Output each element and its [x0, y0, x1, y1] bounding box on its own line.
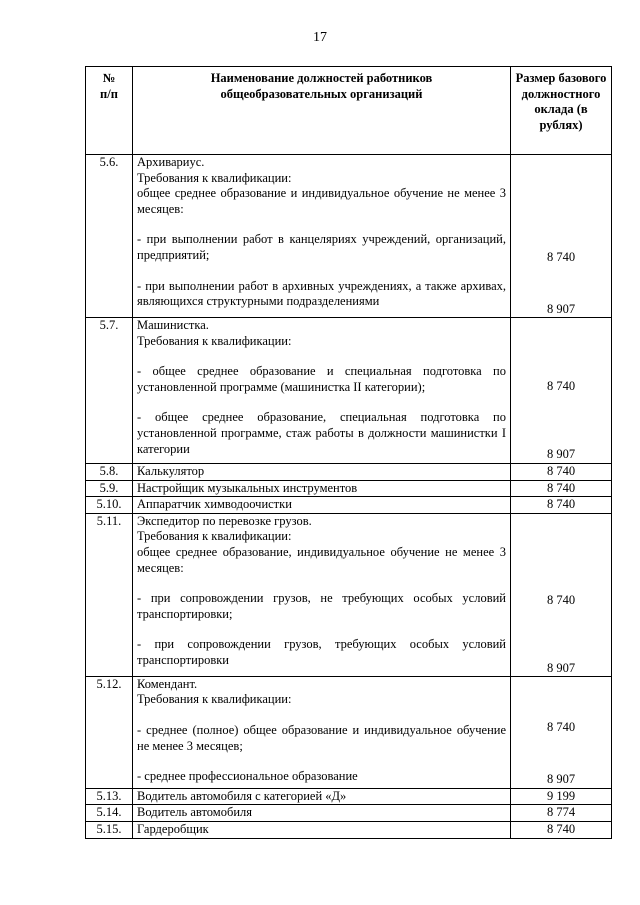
row-description	[133, 318, 511, 464]
row-title: Комендант.	[137, 676, 198, 691]
salary-value-1: 8 740	[546, 592, 576, 607]
row-option-2: - среднее профессиональное образование	[137, 769, 358, 784]
table-row	[86, 513, 612, 676]
row-salary	[511, 676, 612, 788]
row-title: Машинистка.	[137, 318, 209, 332]
positions-table	[85, 66, 612, 839]
row-description	[133, 513, 511, 676]
row-education: общее среднее образование, индивидуальное обучение не менее 3 месяцев:	[137, 544, 506, 575]
row-education: общее среднее образование и индивидуальное обучение не менее 3 месяцев:	[137, 186, 506, 216]
row-title: Аппаратчик химводоочистки	[133, 497, 511, 514]
table-row	[86, 318, 612, 464]
table-header-row	[86, 67, 612, 155]
salary-value-1: 8 740	[546, 719, 576, 734]
salary-value-2: 8 907	[546, 771, 576, 786]
row-salary: 8 740	[511, 464, 612, 481]
row-salary	[511, 513, 612, 676]
table-row	[86, 155, 612, 318]
row-salary: 8 740	[511, 497, 612, 514]
row-salary: 8 740	[511, 480, 612, 497]
row-option-1: - при сопровождении грузов, не требующих особых условий транспортировки;	[137, 591, 506, 621]
row-salary	[511, 318, 612, 464]
salary-value-2: 8 907	[546, 660, 576, 675]
row-requirements: Требования к квалификации:	[137, 692, 292, 707]
row-salary	[511, 155, 612, 318]
row-title: Водитель автомобиля	[133, 805, 511, 822]
row-title: Архивариус.	[137, 155, 205, 169]
row-number: 5.7.	[86, 318, 133, 464]
row-option-1: - среднее (полное) общее образование и индивидуальное обучение не менее 3 месяцев;	[137, 722, 506, 753]
row-title: Гардеробщик	[133, 821, 511, 838]
row-number: 5.6.	[86, 155, 133, 318]
row-number: 5.13.	[86, 788, 133, 805]
row-option-1: - общее среднее образование и специальная подготовка по установленной программе (машинистка II категории);	[137, 364, 506, 394]
row-description	[133, 676, 511, 788]
row-requirements: Требования к квалификации:	[137, 170, 292, 185]
row-number: 5.9.	[86, 480, 133, 497]
table-row	[86, 676, 612, 788]
table-row	[86, 805, 612, 822]
table-row	[86, 497, 612, 514]
header-num: № п/п	[86, 67, 133, 155]
page-number: 17	[313, 30, 327, 45]
table-row	[86, 480, 612, 497]
salary-value-2: 8 907	[546, 447, 576, 461]
row-requirements: Требования к квалификации:	[137, 333, 292, 348]
row-number: 5.15.	[86, 821, 133, 838]
row-option-1: - при выполнении работ в канцеляриях учреждений, организаций, предприятий;	[137, 232, 506, 262]
row-option-2: - общее среднее образование, специальная подготовка по установленной программе, стаж работы в должности машинистки I категории	[137, 410, 506, 456]
row-option-2: - при сопровождении грузов, требующих особых условий транспортировки	[137, 637, 506, 667]
row-number: 5.11.	[86, 513, 133, 676]
row-description	[133, 155, 511, 318]
row-title: Калькулятор	[133, 464, 511, 481]
row-salary: 8 740	[511, 821, 612, 838]
header-name: Наименование должностей работников общеобразовательных организаций	[133, 67, 511, 155]
salary-value-1: 8 740	[546, 379, 576, 393]
row-number: 5.12.	[86, 676, 133, 788]
row-option-2: - при выполнении работ в архивных учреждениях, а также архивах, являющихся структурными подразделениями	[137, 278, 506, 309]
table-row	[86, 821, 612, 838]
header-salary: Размер базового должностного оклада (в рублях)	[511, 67, 612, 155]
row-number: 5.8.	[86, 464, 133, 481]
row-title: Экспедитор по перевозке грузов.	[137, 513, 312, 528]
salary-value-1: 8 740	[546, 250, 576, 264]
salary-value-2: 8 907	[546, 302, 576, 316]
row-title: Водитель автомобиля с категорией «Д»	[133, 788, 511, 805]
row-salary: 9 199	[511, 788, 612, 805]
row-title: Настройщик музыкальных инструментов	[133, 480, 511, 497]
row-salary: 8 774	[511, 805, 612, 822]
row-number: 5.14.	[86, 805, 133, 822]
row-number: 5.10.	[86, 497, 133, 514]
table-row	[86, 464, 612, 481]
table-row	[86, 788, 612, 805]
row-requirements: Требования к квалификации:	[137, 529, 292, 544]
